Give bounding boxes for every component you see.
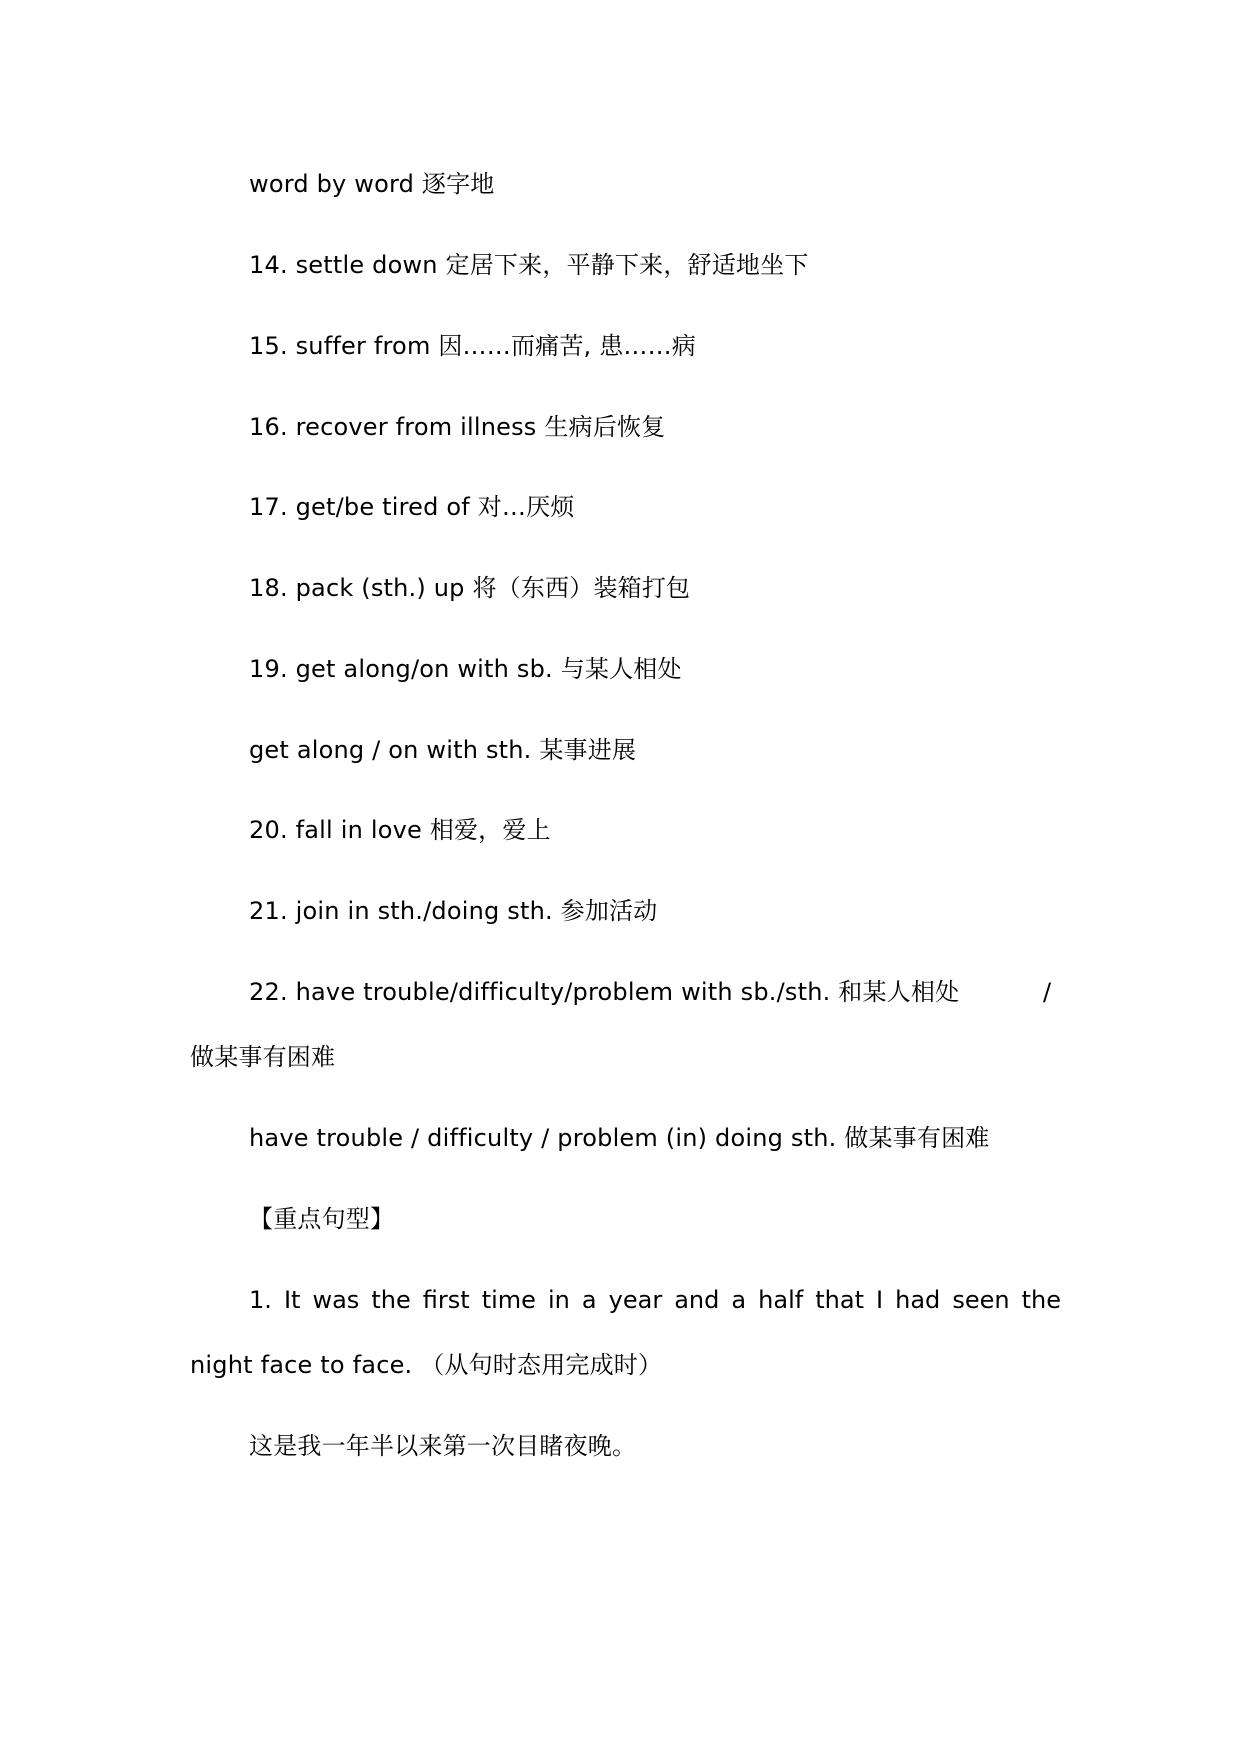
sentence-1-word: was bbox=[312, 1286, 360, 1314]
sentence-1-word: the bbox=[1021, 1286, 1061, 1314]
vocab-item-16: 16. recover from illness 生病后恢复 bbox=[249, 413, 666, 441]
sentence-1-word: and bbox=[674, 1286, 720, 1314]
sentence-1-line-2: night face to face. （从句时态用完成时） bbox=[190, 1351, 663, 1379]
vocab-item-20: 20. fall in love 相爱，爱上 bbox=[249, 816, 551, 844]
vocab-item-22-text: 22. have trouble/difficulty/problem with sb./sth. 和某人相处 bbox=[249, 978, 960, 1006]
sentence-1-word: that bbox=[815, 1286, 864, 1314]
sentence-1-word: I bbox=[876, 1286, 884, 1314]
vocab-item-18: 18. pack (sth.) up 将（东西）装箱打包 bbox=[249, 574, 691, 602]
sentence-1-word: had bbox=[895, 1286, 941, 1314]
sentence-1-word: a bbox=[731, 1286, 747, 1314]
vocab-item-22 bbox=[249, 975, 959, 1009]
sentence-1-word: the bbox=[371, 1286, 411, 1314]
sentence-1-word: first bbox=[422, 1286, 470, 1314]
vocab-line-get-along-sth: get along / on with sth. 某事进展 bbox=[249, 736, 637, 764]
sentence-1-word: time bbox=[481, 1286, 536, 1314]
sentence-1-word: It bbox=[283, 1286, 301, 1314]
sentence-1-line-1 bbox=[249, 1283, 1061, 1317]
sentence-1-word: seen bbox=[952, 1286, 1010, 1314]
vocab-item-19: 19. get along/on with sb. 与某人相处 bbox=[249, 655, 682, 683]
vocab-line-have-trouble-doing: have trouble / difficulty / problem (in) doing sth. 做某事有困难 bbox=[249, 1124, 990, 1152]
vocab-item-21: 21. join in sth./doing sth. 参加活动 bbox=[249, 897, 658, 925]
sentence-1-word: half bbox=[758, 1286, 804, 1314]
vocab-item-22-slash: / bbox=[1043, 978, 1052, 1006]
vocab-item-14: 14. settle down 定居下来，平静下来，舒适地坐下 bbox=[249, 251, 809, 279]
sentence-1-word: a bbox=[581, 1286, 597, 1314]
vocab-item-17: 17. get/be tired of 对…厌烦 bbox=[249, 493, 575, 521]
vocab-line-word-by-word: word by word 逐字地 bbox=[249, 170, 495, 198]
sentence-1-translation: 这是我一年半以来第一次目睹夜晚。 bbox=[249, 1432, 637, 1460]
sentence-1-word: year bbox=[608, 1286, 663, 1314]
section-heading: 【重点句型】 bbox=[249, 1205, 395, 1233]
sentence-1-word: in bbox=[547, 1286, 570, 1314]
vocab-item-22-continuation: 做某事有困难 bbox=[190, 1043, 336, 1071]
sentence-1-word: 1. bbox=[249, 1286, 272, 1314]
vocab-item-15: 15. suffer from 因……而痛苦, 患……病 bbox=[249, 332, 697, 360]
